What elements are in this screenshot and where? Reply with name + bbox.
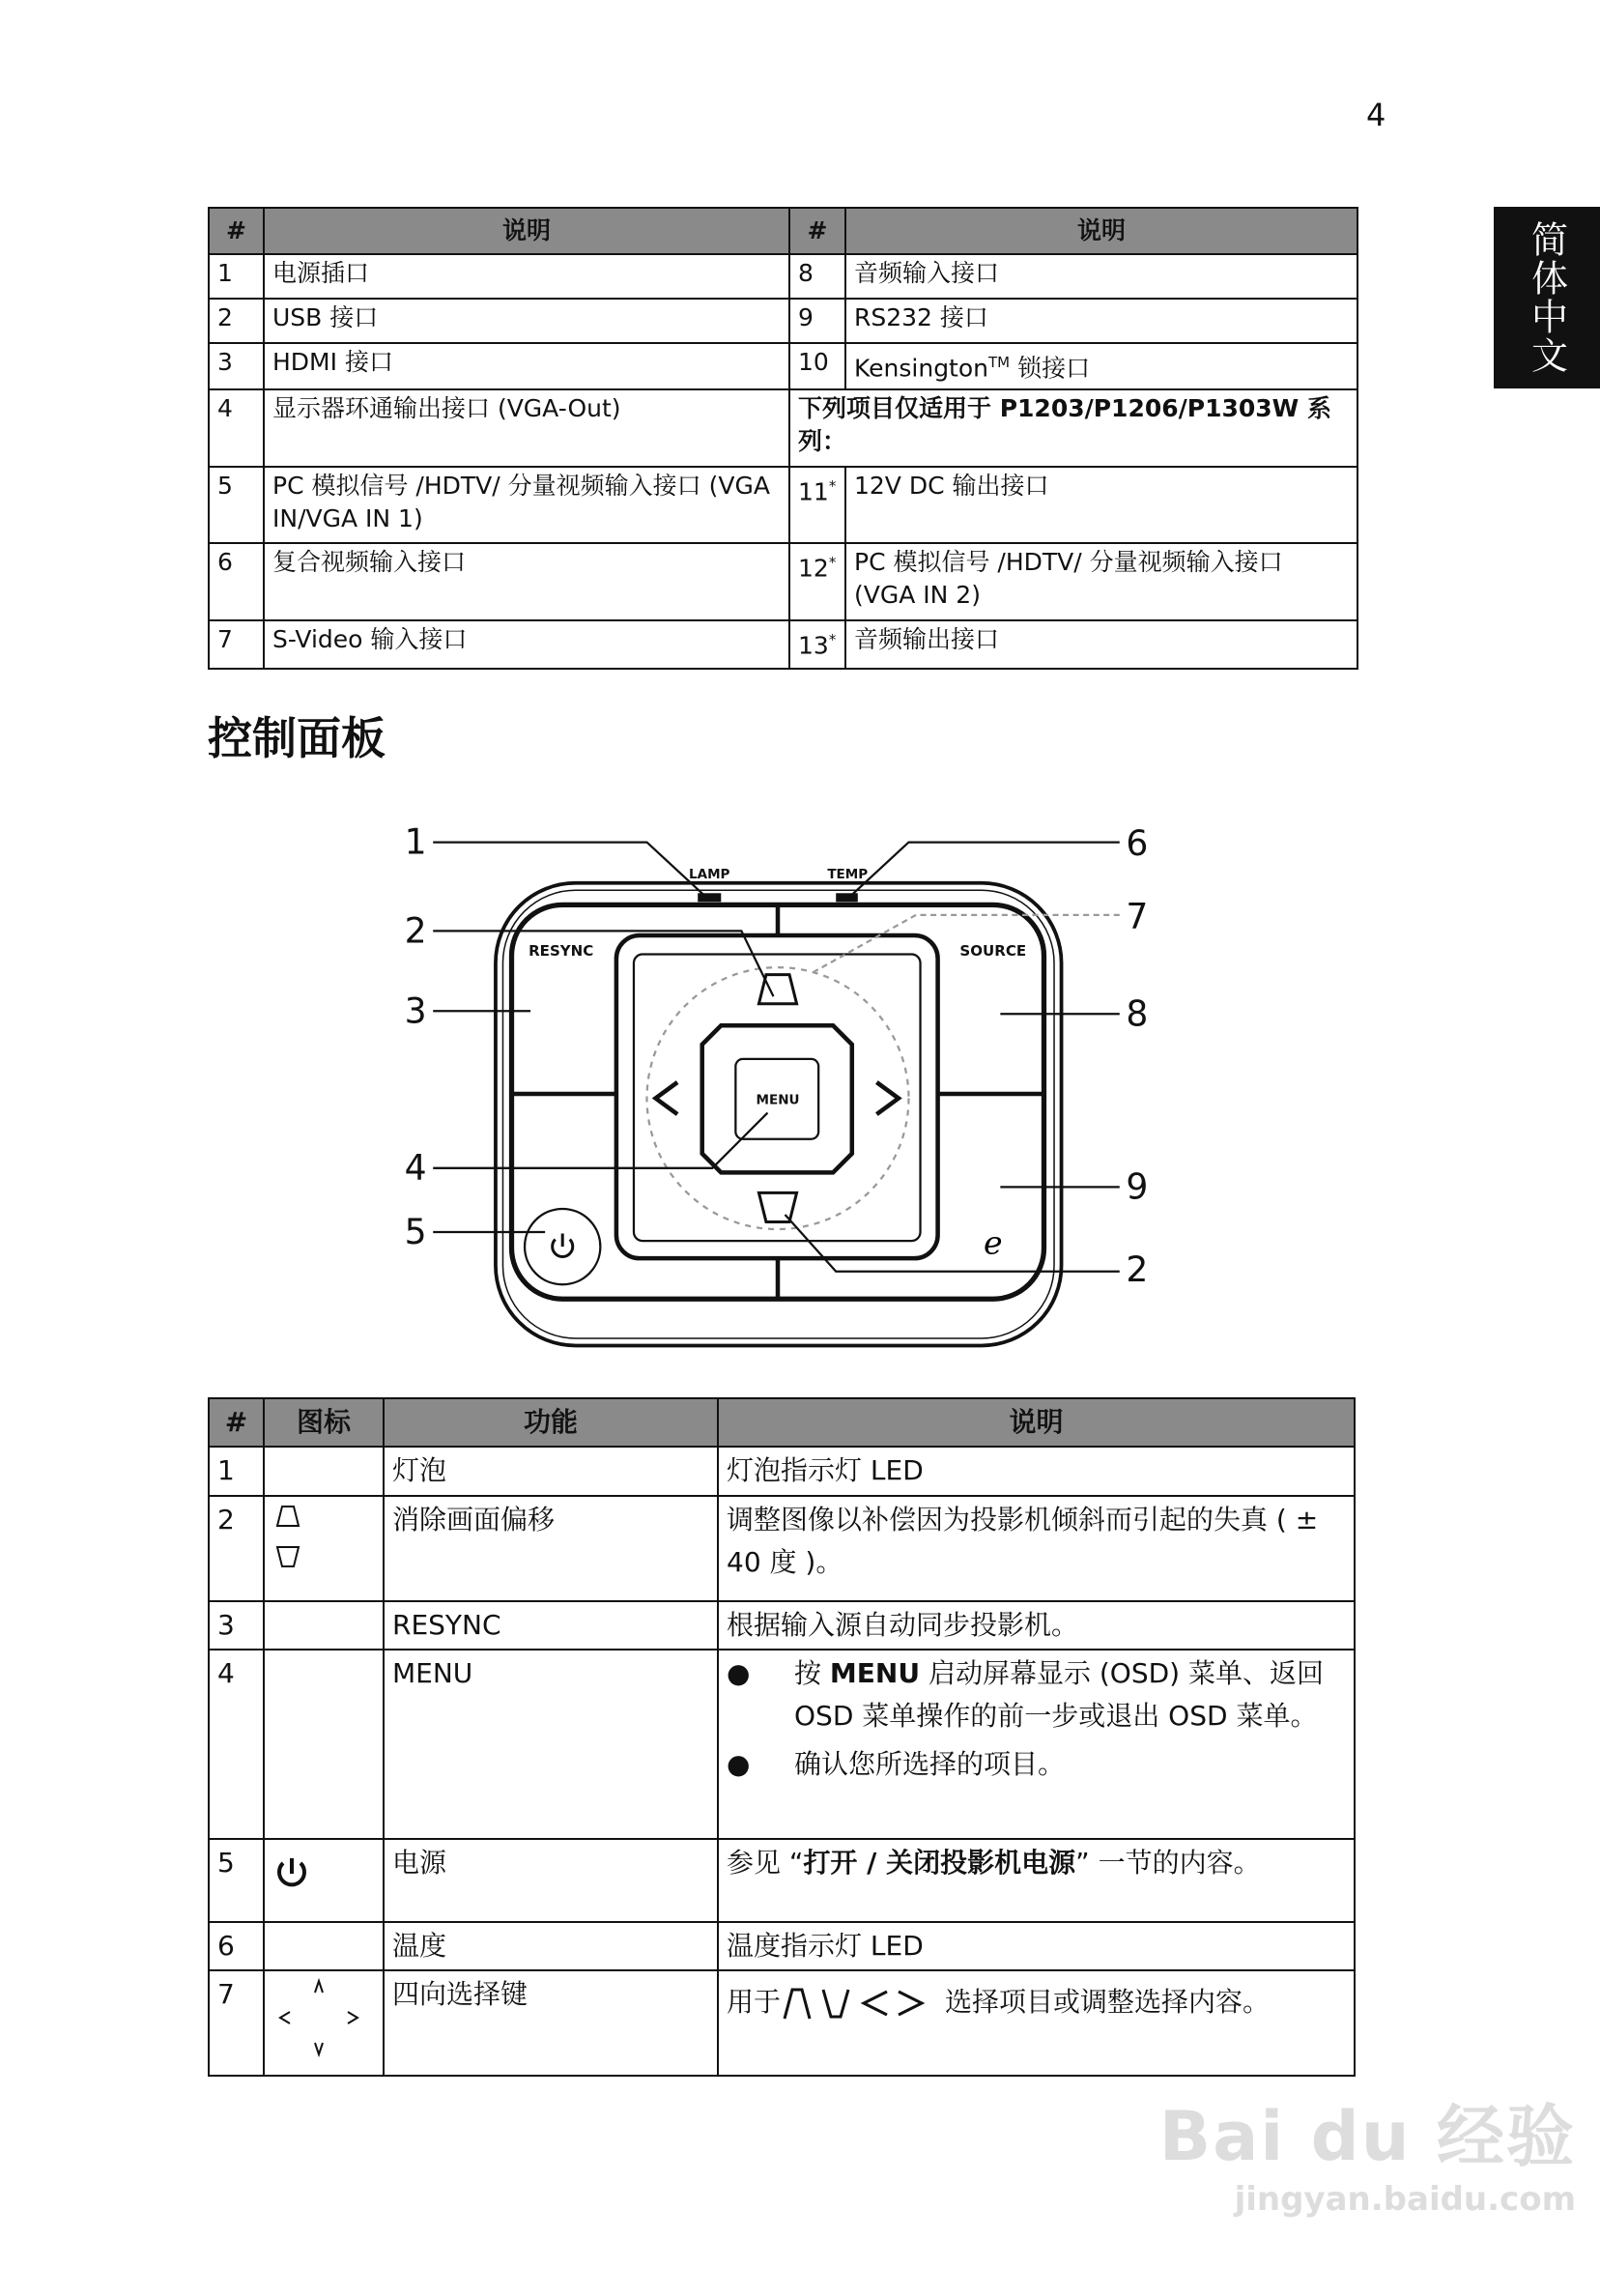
callout-6: 6 (1126, 822, 1149, 865)
table-row (209, 254, 1357, 299)
cell-icon (264, 1601, 384, 1650)
cell-num: 8 (789, 254, 845, 299)
table-row (209, 299, 1357, 343)
cell-icon (264, 1839, 384, 1922)
table-row (209, 1970, 1355, 2076)
cell-icon (264, 1922, 384, 1970)
bullet-item (727, 1743, 1346, 1786)
text: Kensington (854, 354, 989, 383)
power-button (525, 1209, 600, 1284)
cell-desc: S-Video 输入接口 (264, 620, 789, 669)
table-row (209, 1496, 1355, 1601)
power-icon (553, 1234, 573, 1257)
cell-icon (264, 1496, 384, 1601)
cell-num: 4 (209, 1650, 264, 1839)
cell-num: 5 (209, 1839, 264, 1922)
cell-desc: HDMI 接口 (264, 343, 789, 389)
table-row (209, 620, 1357, 669)
table-row (209, 389, 1357, 467)
text: 按 (794, 1657, 830, 1689)
temp-led (836, 893, 858, 902)
cell-desc: 根据输入源自动同步投影机。 (718, 1601, 1355, 1650)
control-panel-table (208, 1397, 1356, 2077)
asterisk: * (828, 554, 837, 571)
four-way-icon (272, 1973, 369, 2060)
callout-3: 3 (404, 990, 427, 1032)
cell-desc: 12V DC 输出接口 (845, 467, 1357, 543)
lamp-label: LAMP (689, 867, 730, 883)
asterisk: * (828, 477, 837, 495)
cell-desc: USB 接口 (264, 299, 789, 343)
cell-function: 温度 (384, 1922, 718, 1970)
header-desc: 说明 (845, 208, 1357, 254)
e-logo: e (983, 1223, 1003, 1262)
table-row (209, 1447, 1355, 1496)
asterisk: * (828, 631, 837, 648)
keystone-icon (272, 1499, 311, 1586)
cell-function: RESYNC (384, 1601, 718, 1650)
lamp-led (698, 893, 721, 902)
cell-desc: PC 模拟信号 /HDTV/ 分量视频输入接口 (VGA IN/VGA IN 1) (264, 467, 789, 543)
cell-num: 5 (209, 467, 264, 543)
power-icon (272, 1842, 311, 1900)
table-row (209, 1650, 1355, 1839)
table-row (209, 1839, 1355, 1922)
cell-function: MENU (384, 1650, 718, 1839)
text: ” 一节的内容。 (1075, 1847, 1261, 1879)
text: 12 (798, 554, 829, 583)
cell-num: 7 (209, 1970, 264, 2076)
text-bold: MENU (829, 1657, 921, 1689)
right-arrow-icon (876, 1082, 899, 1114)
watermark-logo: Bai du 经验 (1158, 2097, 1576, 2176)
cell-desc (718, 1970, 1355, 2076)
callout-2: 2 (404, 909, 427, 952)
cell-desc: 复合视频输入接口 (264, 543, 789, 620)
power-section-link[interactable]: 打开 / 关闭投影机电源 (803, 1847, 1076, 1879)
cell-desc: 温度指示灯 LED (718, 1922, 1355, 1970)
table-row (209, 1601, 1355, 1650)
connector-table (208, 207, 1358, 670)
header-num: # (209, 208, 264, 254)
header-icon: 图标 (264, 1398, 384, 1447)
cell-desc: 音频输入接口 (845, 254, 1357, 299)
callout-1: 1 (404, 820, 427, 863)
cell-icon (264, 1970, 384, 2076)
cell-num: 3 (209, 1601, 264, 1650)
cell-function: 四向选择键 (384, 1970, 718, 2076)
baidu-watermark (1159, 2082, 1576, 2219)
header-desc: 说明 (264, 208, 789, 254)
cell-num: 1 (209, 1447, 264, 1496)
cell-function: 灯泡 (384, 1447, 718, 1496)
text: 锁接口 (1010, 354, 1091, 383)
cell-desc: 调整图像以补偿因为投影机倾斜而引起的失真 ( ± 40 度 )。 (718, 1496, 1355, 1601)
cell-function: 消除画面偏移 (384, 1496, 718, 1601)
callout-8: 8 (1126, 992, 1149, 1035)
arrow-keys-icon (781, 1986, 945, 2021)
table-row (209, 467, 1357, 543)
cell-num (789, 620, 845, 669)
cell-desc: RS232 接口 (845, 299, 1357, 343)
callout-5: 5 (404, 1211, 427, 1253)
page-number: 4 (1366, 97, 1386, 133)
bullet-icon: ● (727, 1748, 751, 1780)
cell-num (789, 467, 845, 543)
cell-num: 2 (209, 1496, 264, 1601)
cell-num: 6 (209, 1922, 264, 1970)
text: 确认您所选择的项目。 (794, 1748, 1066, 1780)
left-arrow-icon (656, 1082, 678, 1114)
text: 13 (798, 631, 829, 660)
language-tab (1494, 207, 1600, 388)
header-desc: 说明 (718, 1398, 1355, 1447)
text: 用于 (727, 1986, 782, 2018)
header-num: # (209, 1398, 264, 1447)
section-title: 控制面板 (208, 712, 386, 764)
cell-desc (718, 1650, 1355, 1839)
cell-desc: 灯泡指示灯 LED (718, 1447, 1355, 1496)
cell-desc: 显示器环通输出接口 (VGA-Out) (264, 389, 789, 467)
text (794, 1652, 1346, 1737)
header-num: # (789, 208, 845, 254)
table-header-row (209, 208, 1357, 254)
temp-label: TEMP (827, 867, 869, 883)
cell-num: 9 (789, 299, 845, 343)
cell-icon (264, 1447, 384, 1496)
table-row (209, 343, 1357, 389)
cell-num: 6 (209, 543, 264, 620)
bullet-icon: ● (727, 1657, 751, 1689)
control-panel-diagram (392, 815, 1163, 1353)
cell-num: 7 (209, 620, 264, 669)
callout-4: 4 (404, 1146, 427, 1189)
resync-label: RESYNC (529, 942, 594, 961)
cell-function: 电源 (384, 1839, 718, 1922)
cell-num (789, 543, 845, 620)
text: 11 (798, 477, 829, 506)
text: 参见 “ (727, 1847, 804, 1879)
menu-label: MENU (756, 1092, 800, 1108)
cell-desc: PC 模拟信号 /HDTV/ 分量视频输入接口 (VGA IN 2) (845, 543, 1357, 620)
cell-icon (264, 1650, 384, 1839)
text: 启动屏幕显示 (OSD) 菜单、返回 OSD 菜单操作的前一步或退出 OSD 菜单。 (794, 1657, 1325, 1732)
callout-9: 9 (1126, 1165, 1149, 1208)
bullet-item (727, 1652, 1346, 1737)
cell-desc: 音频输出接口 (845, 620, 1357, 669)
cell-num: 1 (209, 254, 264, 299)
table-header-row (209, 1398, 1355, 1447)
callout-7: 7 (1126, 895, 1149, 937)
watermark-url: jingyan.baidu.com (1234, 2180, 1576, 2219)
text: 选择项目或调整选择内容。 (945, 1986, 1271, 2018)
table-row (209, 1922, 1355, 1970)
cell-num: 10 (789, 343, 845, 389)
cell-num: 3 (209, 343, 264, 389)
cell-desc: 电源插口 (264, 254, 789, 299)
series-note: 下列项目仅适用于 P1203/P1206/P1303W 系列： (789, 389, 1357, 467)
table-row (209, 543, 1357, 620)
cell-num: 4 (209, 389, 264, 467)
cell-desc (718, 1839, 1355, 1922)
keystone-down-icon (758, 1192, 796, 1221)
cell-desc (845, 343, 1357, 389)
callout-2b: 2 (1126, 1248, 1149, 1291)
language-tab-label: 简体中文 (1525, 220, 1568, 375)
header-function: 功能 (384, 1398, 718, 1447)
source-label: SOURCE (959, 942, 1027, 961)
cell-num: 2 (209, 299, 264, 343)
trademark: TM (988, 354, 1011, 371)
